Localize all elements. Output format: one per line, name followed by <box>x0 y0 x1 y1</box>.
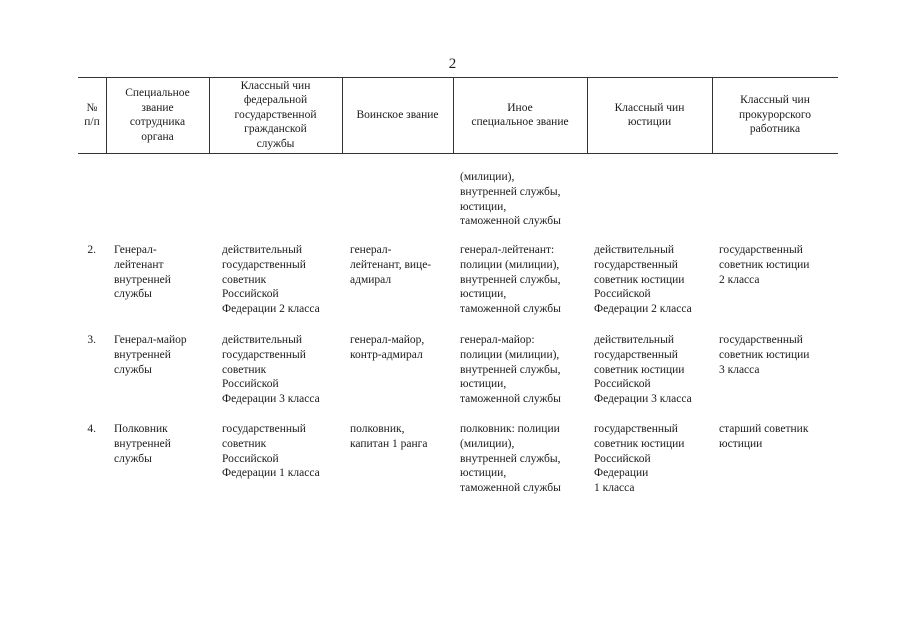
row-other-rank: генерал-майор: полиции (милиции), внутренней службы, юстиции, таможенной службы <box>460 334 561 406</box>
header-prosecutor-rank: Классный чин прокурорского работника <box>738 94 812 136</box>
row-special-rank: Генерал-майор внутренней службы <box>114 334 187 376</box>
row-military-rank: полковник, капитан 1 ранга <box>350 423 428 450</box>
row-civil-rank: действительный государственный советник Российской Федерации 2 класса <box>222 244 320 316</box>
header-military-rank: Воинское звание <box>356 108 439 121</box>
row-other-rank: генерал-лейтенант: полиции (милиции), внутренней службы, юстиции, таможенной службы <box>460 244 561 316</box>
page-number: 2 <box>448 56 457 72</box>
row-special-rank: Генерал- лейтенант внутренней службы <box>114 244 171 301</box>
row-military-rank: генерал- лейтенант, вице- адмирал <box>350 244 432 286</box>
row-prosecutor-rank: государственный советник юстиции 3 класса <box>719 334 810 376</box>
header-num: № п/п <box>84 101 100 128</box>
continuation-other-rank: (милиции), внутренней службы, юстиции, таможенной службы <box>460 171 561 228</box>
row-justice-rank: действительный государственный советник юстиции Российской Федерации 3 класса <box>594 334 692 406</box>
header-justice-rank: Классный чин юстиции <box>614 101 685 128</box>
header-civil-rank: Классный чин федеральной государственной гражданской службы <box>234 79 317 150</box>
row-civil-rank: государственный советник Российской Федерации 1 класса <box>222 423 320 480</box>
row-num: 4. <box>87 423 96 435</box>
row-special-rank: Полковник внутренней службы <box>114 423 171 465</box>
row-military-rank: генерал-майор, контр-адмирал <box>350 334 425 361</box>
header-other-rank: Иное специальное звание <box>471 101 569 128</box>
header-special-rank: Специальное звание сотрудника органа <box>125 87 190 143</box>
row-justice-rank: действительный государственный советник юстиции Российской Федерации 2 класса <box>594 244 692 316</box>
row-num: 3. <box>87 334 96 346</box>
table-header-bottom-rule <box>78 153 838 154</box>
row-justice-rank: государственный советник юстиции Российской Федерации 1 класса <box>594 423 685 495</box>
row-prosecutor-rank: государственный советник юстиции 2 класса <box>719 244 810 286</box>
row-civil-rank: действительный государственный советник Российской Федерации 3 класса <box>222 334 320 406</box>
row-other-rank: полковник: полиции (милиции), внутренней службы, юстиции, таможенной службы <box>460 423 561 495</box>
row-num: 2. <box>87 244 96 256</box>
row-prosecutor-rank: старший советник юстиции <box>719 423 809 450</box>
